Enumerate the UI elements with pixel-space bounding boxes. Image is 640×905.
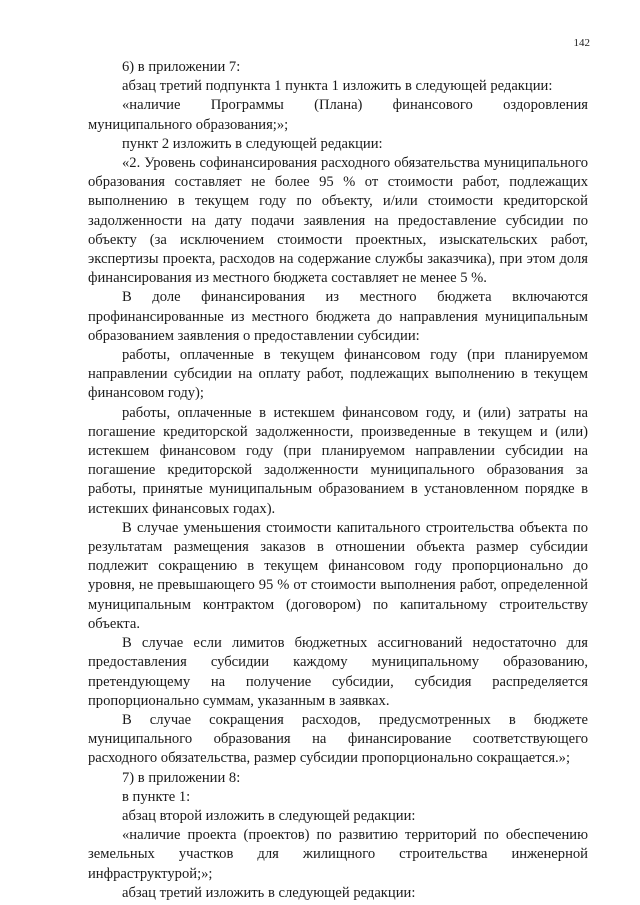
paragraph-16: абзац третий изложить в следующей редакции: xyxy=(122,884,416,901)
paragraph-7: работы, оплаченные в текущем финансовом году (при планируемом направлении субсидии на оплату работ, подлежащих выполнению в текущем финансовом году); xyxy=(88,347,588,402)
paragraph-13: в пункте 1: xyxy=(122,788,191,805)
page-number: 142 xyxy=(573,37,590,49)
paragraph-8: работы, оплаченные в истекшем финансовом году, и (или) затраты на погашение кредиторской задолженности, произведенные в текущем и (или) истекшем финансовом году (при планируемом направлении субсидии на погашение кредиторской задолженности муниципального образования за работы, принятые муниципальным образованием в установленном порядке в истекших финансовых годах). xyxy=(88,404,588,517)
paragraph-3: «наличие Программы (Плана) финансового оздоровления муниципального образования;»; xyxy=(88,97,588,133)
paragraph-5: «2. Уровень софинансирования расходного обязательства муниципального образования составляет не более 95 % от стоимости работ, подлежащих выполнению в текущем году по объекту, и/или стоимости кредиторской задолженности на дату подачи заявления на предоставление субсидии по объекту (за исключением стоимости проектных, изыскательских работ, экспертизы проекта, расходов на содержание службы заказчика), при этом доля финансирования из местного бюджета составляет не менее 5 %. xyxy=(88,155,588,287)
paragraph-4: пункт 2 изложить в следующей редакции: xyxy=(122,135,383,152)
paragraph-9: В случае уменьшения стоимости капитального строительства объекта по результатам размещения заказов в отношении объекта размер субсидии подлежит сокращению в текущем финансовом году пропорционально до уровня, не превышающего 95 % от стоимости выполнения работ, определенной муниципальным контрактом (договором) по капитальному строительству объекта. xyxy=(88,519,588,632)
paragraph-11: В случае сокращения расходов, предусмотренных в бюджете муниципального образования на финансирование соответствующего расходного обязательства, размер субсидии пропорционально сокращается.»; xyxy=(88,711,588,767)
paragraph-10: В случае если лимитов бюджетных ассигнований недостаточно для предоставления субсидии каждому муниципальному образованию, претендующему на получение субсидии, субсидия распределяется пропорционально суммам, указанным в заявках. xyxy=(88,635,588,709)
paragraph-14: абзац второй изложить в следующей редакции: xyxy=(122,807,416,824)
paragraph-1: 6) в приложении 7: xyxy=(122,59,241,75)
body-text xyxy=(88,58,588,903)
paragraph-15: «наличие проекта (проектов) по развитию территорий по обеспечению земельных участков для жилищного строительства инженерной инфраструктурой;»; xyxy=(88,827,588,882)
paragraph-12: 7) в приложении 8: xyxy=(122,769,241,786)
paragraph-2: абзац третий подпункта 1 пункта 1 изложить в следующей редакции: xyxy=(122,78,553,95)
paragraph-6: В доле финансирования из местного бюджета включаются профинансированные из местного бюджета до направления муниципальным образованием заявления о предоставлении субсидии: xyxy=(88,289,588,344)
